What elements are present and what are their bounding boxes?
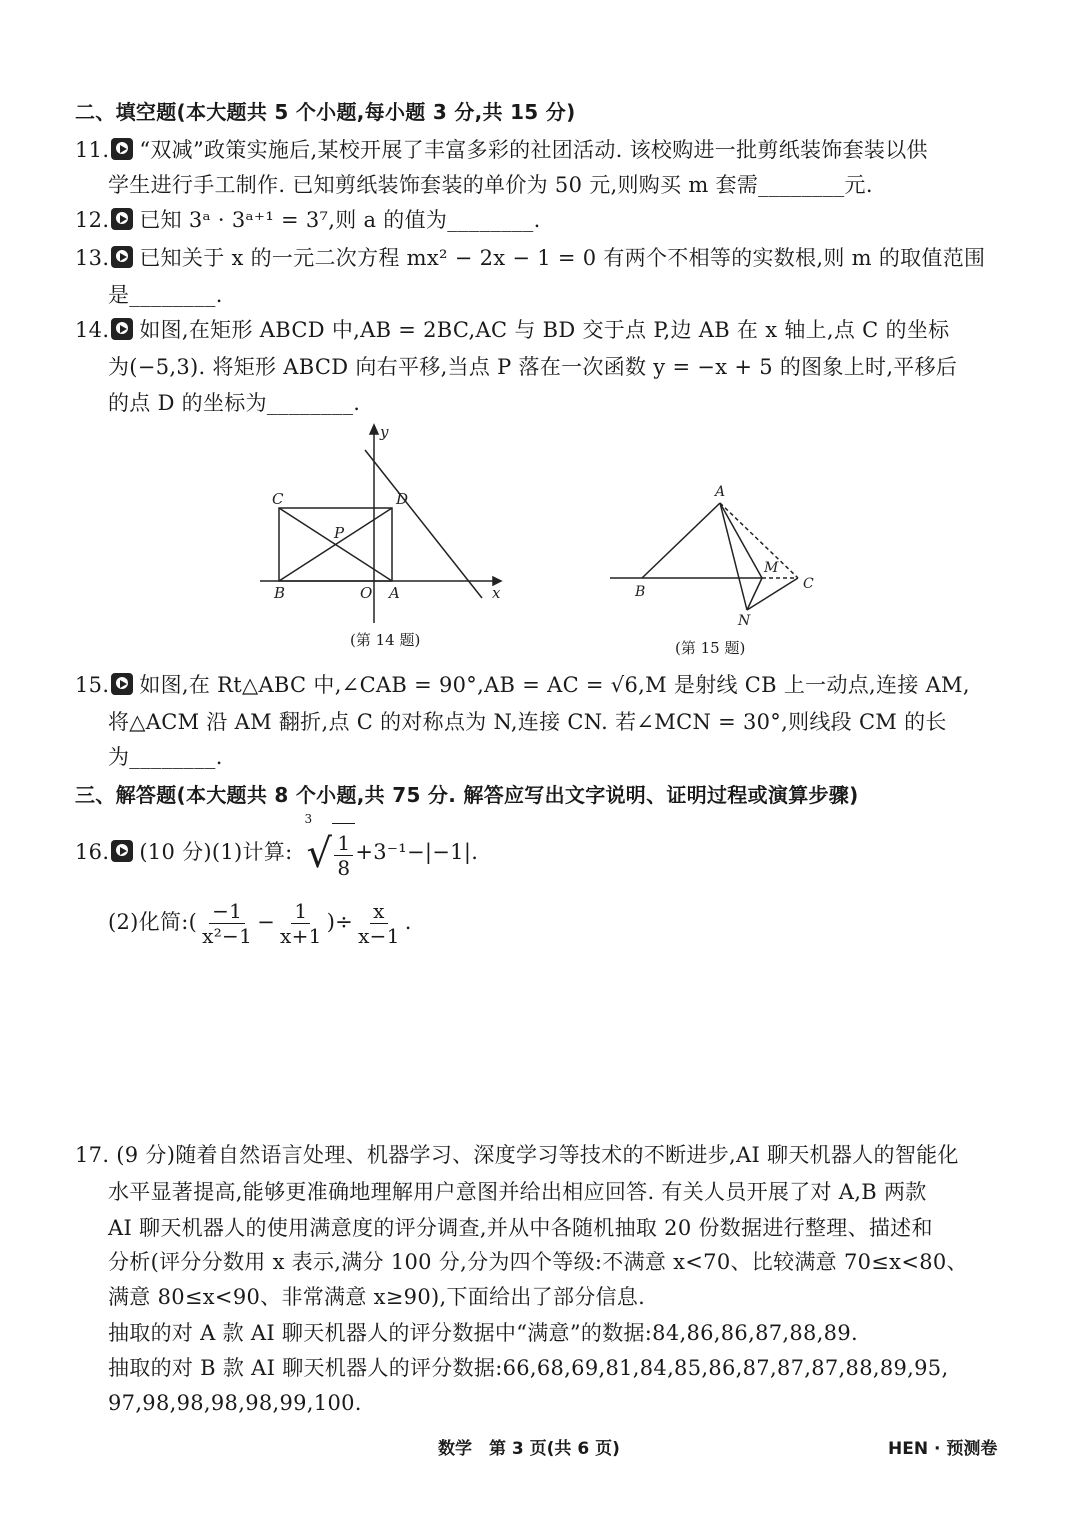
video-play-icon[interactable] (111, 318, 133, 340)
video-play-icon[interactable] (111, 673, 133, 695)
question-number: 14. (75, 318, 110, 342)
label-c: C (272, 490, 284, 508)
page-footer-right: HEN · 预测卷 (888, 1439, 998, 1459)
question-17-line3: AI 聊天机器人的使用满意度的评分调查,并从中各随机抽取 20 份数据进行整理、描述和 (108, 1216, 933, 1240)
fraction (199, 899, 255, 948)
operator: )÷ (326, 910, 354, 934)
question-number: 17. (75, 1143, 110, 1167)
section-2-title: 二、填空题(本大题共 5 个小题,每小题 3 分,共 15 分) (75, 100, 576, 124)
question-15-line2: 将△ACM 沿 AM 翻折,点 C 的对称点为 N,连接 CN. 若∠MCN = 30°,则线段 CM 的长 (108, 710, 947, 734)
question-17-line5: 满意 80≤x<90、非常满意 x≥90),下面给出了部分信息. (108, 1285, 646, 1309)
label-a: A (389, 584, 400, 602)
figure-15 (600, 480, 830, 630)
line-y-neg-x-plus-5 (365, 450, 482, 598)
question-number: 12. (75, 208, 110, 232)
label-y: y (380, 423, 389, 441)
video-play-icon[interactable] (111, 246, 133, 268)
fraction (355, 899, 403, 948)
question-14-line3: 的点 D 的坐标为________. (108, 391, 361, 415)
question-17-line1 (75, 1141, 959, 1169)
part2-label: (2)化简:( (108, 910, 198, 934)
label-d: D (396, 490, 409, 508)
label-b: B (635, 584, 646, 600)
question-number: 13. (75, 246, 110, 270)
fraction (277, 899, 325, 948)
question-15 (75, 671, 970, 699)
figure-14 (250, 420, 540, 625)
segment-an (720, 503, 747, 610)
denominator: x−1 (358, 924, 400, 948)
question-11 (75, 136, 928, 164)
video-play-icon[interactable] (111, 840, 133, 862)
numerator: −1 (209, 899, 245, 924)
part1-expression: +3⁻¹−|−1|. (355, 840, 479, 864)
question-text: “双减”政策实施后,某校开展了丰富多彩的社团活动. 该校购进一批剪纸装饰套装以供 (139, 138, 928, 162)
question-16-part2 (108, 894, 412, 950)
segment-ac (720, 503, 798, 578)
question-13-line2: 是________. (108, 283, 223, 307)
question-text: 如图,在 Rt△ABC 中,∠CAB = 90°,AB = AC = √6,M 是射线 CB 上一动点,连接 AM, (139, 673, 970, 697)
label-p: P (334, 524, 345, 542)
section-3-title: 三、解答题(本大题共 8 个小题,共 75 分. 解答应写出文字说明、证明过程或演算步骤) (75, 783, 859, 807)
question-17-line2: 水平显著提高,能够更准确地理解用户意图并给出相应回答. 有关人员开展了对 A,B 两款 (108, 1180, 927, 1204)
page-footer-center: 数学 第 3 页(共 6 页) (438, 1439, 620, 1459)
denominator: x+1 (280, 924, 322, 948)
question-11-line2: 学生进行手工制作. 已知剪纸装饰套装的单价为 50 元,则购买 m 套需________元. (108, 173, 873, 197)
question-text: (9 分)随着自然语言处理、机器学习、深度学习等技术的不断进步,AI 聊天机器人的智能化 (116, 1143, 959, 1167)
video-play-icon[interactable] (111, 208, 133, 230)
numerator: 1 (291, 899, 310, 924)
figure-15-caption: (第 15 题) (675, 639, 746, 657)
figure-14-caption: (第 14 题) (350, 631, 421, 649)
label-x: x (492, 584, 501, 602)
cube-root: 3 √ $\frac{1}{8}$ (303, 823, 356, 884)
label-o: O (360, 584, 373, 602)
question-16-part1 (75, 812, 479, 884)
question-13 (75, 244, 985, 272)
period: . (404, 910, 412, 934)
operator: − (257, 910, 276, 934)
label-c: C (803, 576, 814, 592)
segment-am (720, 503, 762, 578)
question-17-line7: 抽取的对 B 款 AI 聊天机器人的评分数据:66,68,69,81,84,85,86,87,87,87,88,89,95, (108, 1356, 949, 1380)
question-14-line2: 为(−5,3). 将矩形 ABCD 向右平移,当点 P 落在一次函数 y = −x + 5 的图象上时,平移后 (108, 355, 958, 379)
segment-ab (642, 503, 720, 578)
y-axis-arrow (370, 425, 378, 434)
numerator: 1 (334, 831, 353, 856)
part1-label: (10 分)(1)计算: (139, 840, 293, 864)
label-a: A (715, 484, 726, 500)
question-17-line4: 分析(评分分数用 x 表示,满分 100 分,分为四个等级:不满意 x<70、比较满意 70≤x<80、 (108, 1250, 968, 1274)
question-12 (75, 206, 541, 234)
question-text: 已知 3ᵃ · 3ᵃ⁺¹ = 3⁷,则 a 的值为________. (139, 208, 541, 232)
numerator: x (370, 899, 388, 924)
question-17-line8: 97,98,98,98,98,99,100. (108, 1391, 362, 1415)
question-number: 11. (75, 138, 110, 162)
label-b: B (274, 584, 286, 602)
question-text: 已知关于 x 的一元二次方程 mx² − 2x − 1 = 0 有两个不相等的实数根,则 m 的取值范围 (139, 246, 986, 270)
question-14 (75, 316, 949, 344)
question-number: 15. (75, 673, 110, 697)
question-number: 16. (75, 840, 110, 864)
label-n: N (738, 613, 751, 629)
question-17-line6: 抽取的对 A 款 AI 聊天机器人的评分数据中“满意”的数据:84,86,86,87,88,89. (108, 1321, 858, 1345)
label-m: M (764, 560, 779, 576)
denominator: 8 (337, 856, 351, 880)
question-text: 如图,在矩形 ABCD 中,AB = 2BC,AC 与 BD 交于点 P,边 AB 在 x 轴上,点 C 的坐标 (139, 318, 950, 342)
denominator: x²−1 (202, 924, 253, 948)
video-play-icon[interactable] (111, 138, 133, 160)
root-index: 3 (304, 812, 313, 826)
question-15-line3: 为________. (108, 745, 223, 769)
